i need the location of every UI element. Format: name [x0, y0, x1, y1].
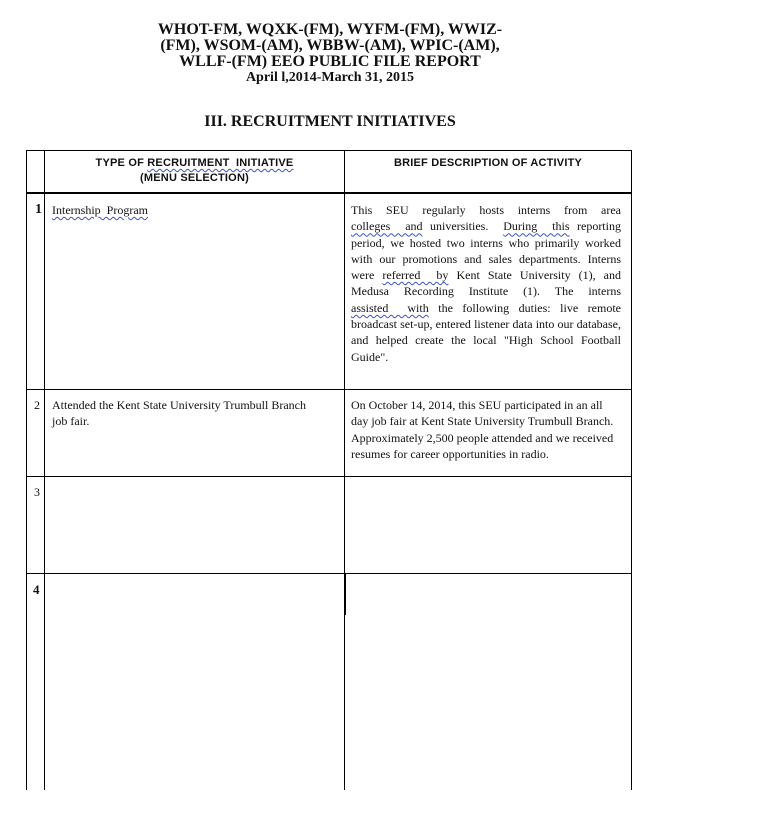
header-divider [26, 192, 632, 194]
description-flagged-text: assisted with [351, 300, 429, 315]
report-dates: April l,2014-March 31, 2015 [245, 70, 415, 85]
header-line-2: (FM), WSOM-(AM), WBBW-(AM), WPIC-(AM), [160, 37, 500, 54]
header-line-3: WLLF-(FM) EEO PUBLIC FILE REPORT [179, 53, 481, 70]
initiative-cell: Attended the Kent State University Trumbull Branch job fair. [52, 398, 306, 429]
section-title: III. RECRUITMENT INITIATIVES [204, 113, 456, 130]
row-number: 4 [33, 582, 40, 597]
description-flagged-text: During this [503, 219, 570, 234]
table-border-left [26, 150, 27, 790]
table-border-top [26, 150, 632, 151]
row-divider-1 [26, 389, 632, 390]
number-column-divider [44, 150, 45, 790]
header-line-1: WHOT-FM, WQXK-(FM), WYFM-(FM), WWIZ- [157, 21, 503, 38]
column-header-initiative [45, 156, 344, 186]
description-cell [351, 202, 621, 365]
description-flagged-text: colleges and [351, 219, 423, 234]
description-flagged-text: referred by [382, 268, 449, 283]
row-number: 2 [34, 398, 40, 412]
column-header-initiative-sub: (MENU SELECTION) [140, 172, 249, 184]
description-text: This SEU regularly hosts interns from area [351, 203, 621, 217]
report-header [120, 22, 540, 86]
description-text: the following duties: live remote broadcast set-up, entered listener data into our database, and helped create the local "High School Football Guide". [351, 300, 621, 364]
initiative-cell: Internship Program [52, 203, 148, 217]
row-divider-3 [26, 573, 632, 574]
column-divider [344, 150, 345, 790]
description-text: Kent State University (1), and Medusa Recording Institute (1). The interns [351, 268, 621, 299]
column-header-description: BRIEF DESCRIPTION OF ACTIVITY [393, 157, 583, 169]
column-divider-thick [344, 573, 346, 615]
description-text: universities. [422, 219, 504, 234]
recruitment-table [26, 150, 632, 790]
description-text: reporting period, we hosted two interns who primarily worked with our promotions and sales departments. Interns were [351, 219, 621, 283]
description-cell: On October 14, 2014, this SEU participated in an all day job fair at Kent State University Trumbull Branch. Approximately 2,500 people attended and we received resumes for career opportunities in radio. [351, 398, 614, 461]
row-divider-2 [26, 476, 632, 477]
column-header-initiative-main: RECRUITMENT INITIATIVE [147, 157, 294, 169]
row-number: 1 [35, 202, 42, 217]
column-header-initiative-prefix: TYPE OF [95, 157, 148, 169]
table-border-right [631, 150, 632, 790]
row-number: 3 [34, 485, 40, 499]
